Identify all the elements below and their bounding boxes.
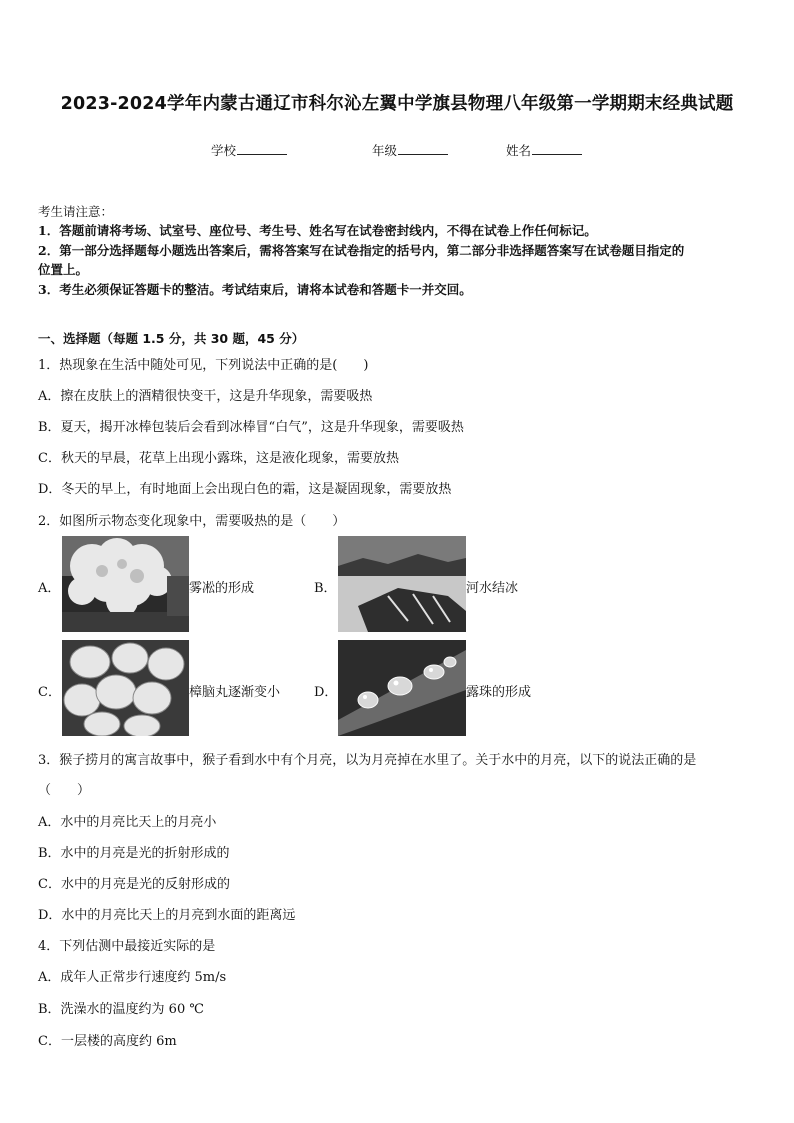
q3-stem: 3．猴子捞月的寓言故事中，猴子看到水中有个月亮，以为月亮掉在水里了。关于水中的月亮，以下的说法正确的是 bbox=[38, 753, 697, 768]
q2-option-d-caption: 露珠的形成 bbox=[466, 685, 532, 700]
q2-option-a-caption: 雾凇的形成 bbox=[189, 581, 255, 596]
q2-option-a-label: A． bbox=[38, 581, 61, 596]
q4-option-b: B．洗澡水的温度约为 60 ℃ bbox=[38, 1002, 204, 1017]
section-heading: 一、选择题（每题 1.5 分，共 30 题，45 分） bbox=[38, 331, 305, 346]
school-label: 学校 bbox=[211, 143, 237, 158]
q3-option-d: D．水中的月亮比天上的月亮到水面的距离远 bbox=[38, 908, 296, 923]
notice-item: 1．答题前请将考场、试室号、座位号、考生号、姓名写在试卷密封线内，不得在试卷上作任何标记。 bbox=[38, 223, 597, 239]
q2-option-b-label: B． bbox=[314, 581, 337, 596]
name-label: 姓名 bbox=[506, 143, 532, 158]
q1-stem: 1．热现象在生活中随处可见，下列说法中正确的是( ) bbox=[38, 358, 369, 373]
q1-option-c: C．秋天的早晨，花草上出现小露珠，这是液化现象，需要放热 bbox=[38, 451, 399, 466]
dewdrops-image bbox=[338, 640, 466, 736]
notice-item: 3．考生必须保证答题卡的整洁。考试结束后，请将本试卷和答题卡一并交回。 bbox=[38, 281, 472, 297]
grade-label: 年级 bbox=[372, 143, 398, 158]
q3-option-c: C．水中的月亮是光的反射形成的 bbox=[38, 877, 230, 892]
q4-option-a: A．成年人正常步行速度约 5m/s bbox=[38, 970, 227, 985]
name-field bbox=[506, 141, 582, 159]
q3-stem-bracket: （ ） bbox=[38, 783, 91, 798]
q3-option-a: A．水中的月亮比天上的月亮小 bbox=[38, 815, 217, 830]
q3-option-b: B．水中的月亮是光的折射形成的 bbox=[38, 846, 230, 861]
q1-option-d: D．冬天的早上，有时地面上会出现白色的霜，这是凝固现象，需要放热 bbox=[38, 482, 452, 497]
q1-option-a: A．擦在皮肤上的酒精很快变干，这是升华现象，需要吸热 bbox=[38, 389, 373, 404]
q2-stem: 2．如图所示物态变化现象中，需要吸热的是（ ） bbox=[38, 514, 346, 529]
notice-item: 位置上。 bbox=[38, 262, 89, 278]
exam-title: 2023-2024学年内蒙古通辽市科尔沁左翼中学旗县物理八年级第一学期期末经典试题 bbox=[60, 94, 734, 114]
student-info-fields bbox=[0, 141, 794, 161]
q4-stem: 4．下列估测中最接近实际的是 bbox=[38, 939, 216, 954]
name-blank bbox=[532, 142, 582, 155]
frozen-river-image bbox=[338, 536, 466, 632]
q4-option-c: C．一层楼的高度约 6m bbox=[38, 1034, 177, 1049]
mothballs-image bbox=[62, 640, 189, 736]
notice-heading: 考生请注意： bbox=[38, 204, 114, 219]
exam-notice bbox=[38, 202, 762, 299]
q2-option-c-caption: 樟脑丸逐渐变小 bbox=[189, 685, 281, 700]
grade-blank bbox=[398, 142, 448, 155]
notice-item: 2．第一部分选择题每小题选出答案后，需将答案写在试卷指定的括号内，第二部分非选择题答案写在试卷题目指定的 bbox=[38, 242, 685, 258]
school-field bbox=[211, 141, 287, 159]
q1-option-b: B．夏天，揭开冰棒包装后会看到冰棒冒“白气”，这是升华现象，需要吸热 bbox=[38, 420, 464, 435]
q2-option-c-label: C． bbox=[38, 685, 61, 700]
rime-image bbox=[62, 536, 189, 632]
school-blank bbox=[237, 142, 287, 155]
grade-field bbox=[372, 141, 448, 159]
q2-option-b-caption: 河水结冰 bbox=[466, 581, 519, 596]
q2-option-d-label: D． bbox=[314, 685, 338, 700]
